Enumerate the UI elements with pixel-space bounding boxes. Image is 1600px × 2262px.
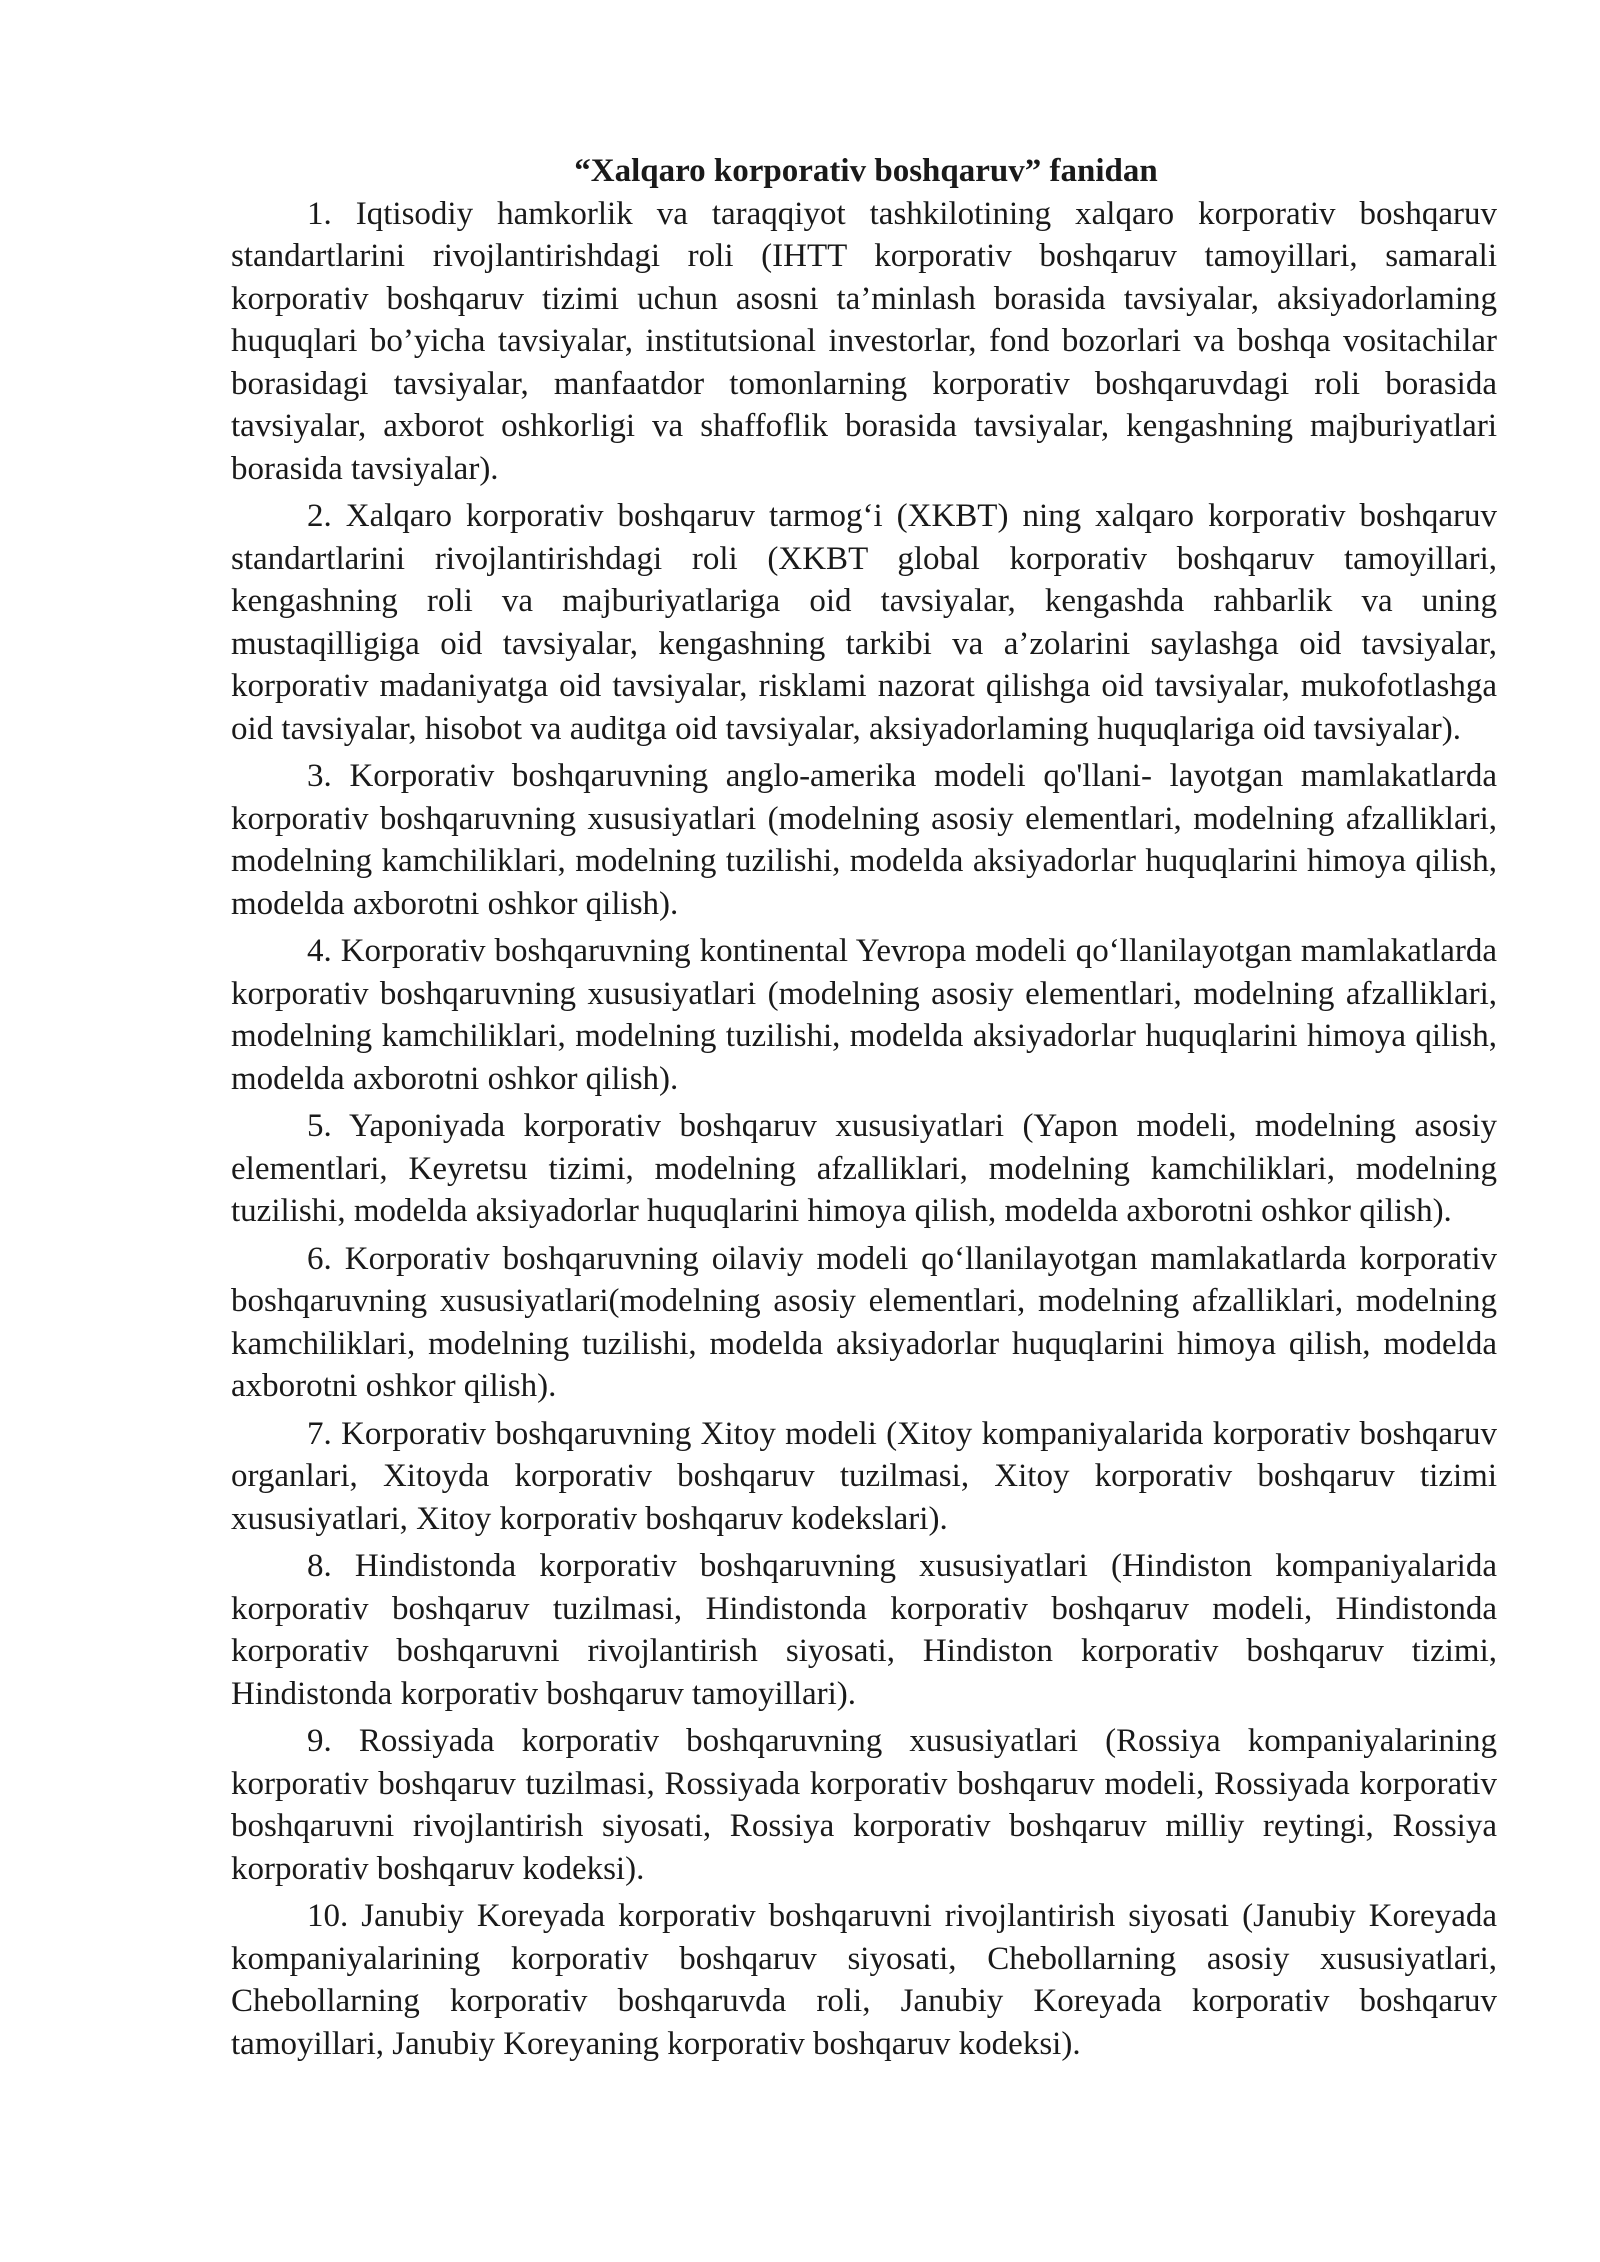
list-item (231, 1413, 1497, 1541)
list-item (231, 1238, 1497, 1408)
list-item (231, 495, 1497, 750)
item-text: Hindistonda korporativ boshqaruvning xususiyatlari (Hindiston kompaniyalarida korporativ boshqaruv tuzilmasi, Hindistonda korporativ boshqaruv modeli, Hindistonda korporativ boshqaruvni rivojlantirish siyosati, Hindiston korporativ boshqaruv tizimi, Hindistonda korporativ boshqaruv tamoyillari). (231, 1548, 1497, 1712)
item-text: Iqtisodiy hamkorlik va taraqqiyot tashkilotining xalqaro korporativ boshqaruv standartlarini rivojlantirishdagi roli (IHTT korporativ boshqaruv tamoyillari, samarali korporativ boshqaruv tizimi uchun asosni ta’minlash borasida tavsiyalar, aksiyadorlaming huquqlari bo’yicha tavsiyalar, institutsional investorlar, fond bozorlari va boshqa vositachilar borasidagi tavsiyalar, manfaatdor tomonlarning korporativ boshqaruvdagi roli borasida tavsiyalar, axborot oshkorligi va shaffoflik borasida tavsiyalar, kengashning majburiyatlari borasida tavsiyalar). (231, 195, 1498, 487)
list-item (231, 930, 1497, 1100)
item-number: 9. (307, 1723, 332, 1759)
item-number: 2. (307, 498, 332, 534)
item-text: Rossiyada korporativ boshqaruvning xususiyatlari (Rossiya kompaniyalarining korporativ boshqaruv tuzilmasi, Rossiyada korporativ boshqaruv modeli, Rossiyada korporativ boshqaruvni rivojlantirish siyosati, Rossiya korporativ boshqaruv milliy reytingi, Rossiya korporativ boshqaruv kodeksi). (231, 1723, 1497, 1887)
item-text: Xalqaro korporativ boshqaruv tarmog‘i (XKBT) ning xalqaro korporativ boshqaruv standartlarini rivojlantirishdagi roli (XKBT global korporativ boshqaruv tamoyillari, kengashning roli va majburiyatlariga oid tavsiyalar, kengashda rahbarlik va uning mustaqilligiga oid tavsiyalar, kengashning tarkibi va a’zolarini saylashga oid tavsiyalar, korporativ madaniyatga oid tavsiyalar, risklami nazorat qilishga oid tavsiyalar, mukofotlashga oid tavsiyalar, hisobot va auditga oid tavsiyalar, aksiyadorlaming huquqlariga oid tavsiyalar). (231, 498, 1498, 747)
item-number: 3. (307, 758, 332, 794)
item-number: 5. (307, 1108, 332, 1144)
item-number: 1. (307, 195, 332, 232)
list-item (231, 1895, 1497, 2065)
list-item (231, 1720, 1497, 1890)
list-item (231, 193, 1497, 491)
item-number: 4. (307, 933, 332, 969)
document-title: “Xalqaro korporativ boshqaruv” fanidan (574, 153, 1158, 189)
list-item (231, 1545, 1497, 1715)
item-number: 7. (307, 1415, 332, 1452)
list-item (231, 755, 1497, 925)
list-item (231, 1105, 1497, 1233)
item-number: 8. (307, 1548, 332, 1584)
item-number: 10. (307, 1898, 349, 1934)
item-text: Yaponiyada korporativ boshqaruv xususiyatlari (Yapon modeli, modelning asosiy elementlari, Keyretsu tizimi, modelning afzalliklari, modelning kamchiliklari, modelning tuzilishi, modelda aksiyadorlar huquqlarini himoya qilish, modelda axborotni oshkor qilish). (231, 1108, 1497, 1229)
item-text: Korporativ boshqaruvning anglo-amerika modeli qo'llani- layotgan mamlakatlarda korporativ boshqaruvning xususiyatlari (modelning asosiy elementlari, modelning afzalliklari, modelning kamchiliklari, modelning tuzilishi, modelda aksiyadorlar huquqlarini himoya qilish, modelda axborotni oshkor qilish). (231, 758, 1497, 922)
document-body (231, 150, 1497, 2070)
item-text: Korporativ boshqaruvning kontinental Yevropa modeli qo‘llanilayotgan mamlakatlarda korporativ boshqaruvning xususiyatlari (modelning asosiy elementlari, modelning afzalliklari, modelning kamchiliklari, modelning tuzilishi, modelda aksiyadorlar huquqlarini himoya qilish, modelda axborotni oshkor qilish). (231, 933, 1497, 1097)
item-text: Korporativ boshqaruvning Xitoy modeli (Xitoy kompaniyalarida korporativ boshqaruv organlari, Xitoyda korporativ boshqaruv tuzilmasi, Xitoy korporativ boshqaruv tizimi xususiyatlari, Xitoy korporativ boshqaruv kodekslari). (231, 1415, 1497, 1537)
item-text: Janubiy Koreyada korporativ boshqaruvni rivojlantirish siyosati (Janubiy Koreyada kompaniyalarining korporativ boshqaruv siyosati, Chebollarning asosiy xususiyatlari, Chebollarning korporativ boshqaruvda roli, Janubiy Koreyada korporativ boshqaruv tamoyillari, Janubiy Koreyaning korporativ boshqaruv kodeksi). (231, 1898, 1497, 2062)
item-text: Korporativ boshqaruvning oilaviy modeli qo‘llanilayotgan mamlakatlarda korporativ boshqaruvning xususiyatlari(modelning asosiy elementlari, modelning afzalliklari, modelning kamchiliklari, modelning tuzilishi, modelda aksiyadorlar huquqlarini himoya qilish, modelda axborotni oshkor qilish). (231, 1240, 1498, 1404)
item-number: 6. (307, 1240, 332, 1277)
